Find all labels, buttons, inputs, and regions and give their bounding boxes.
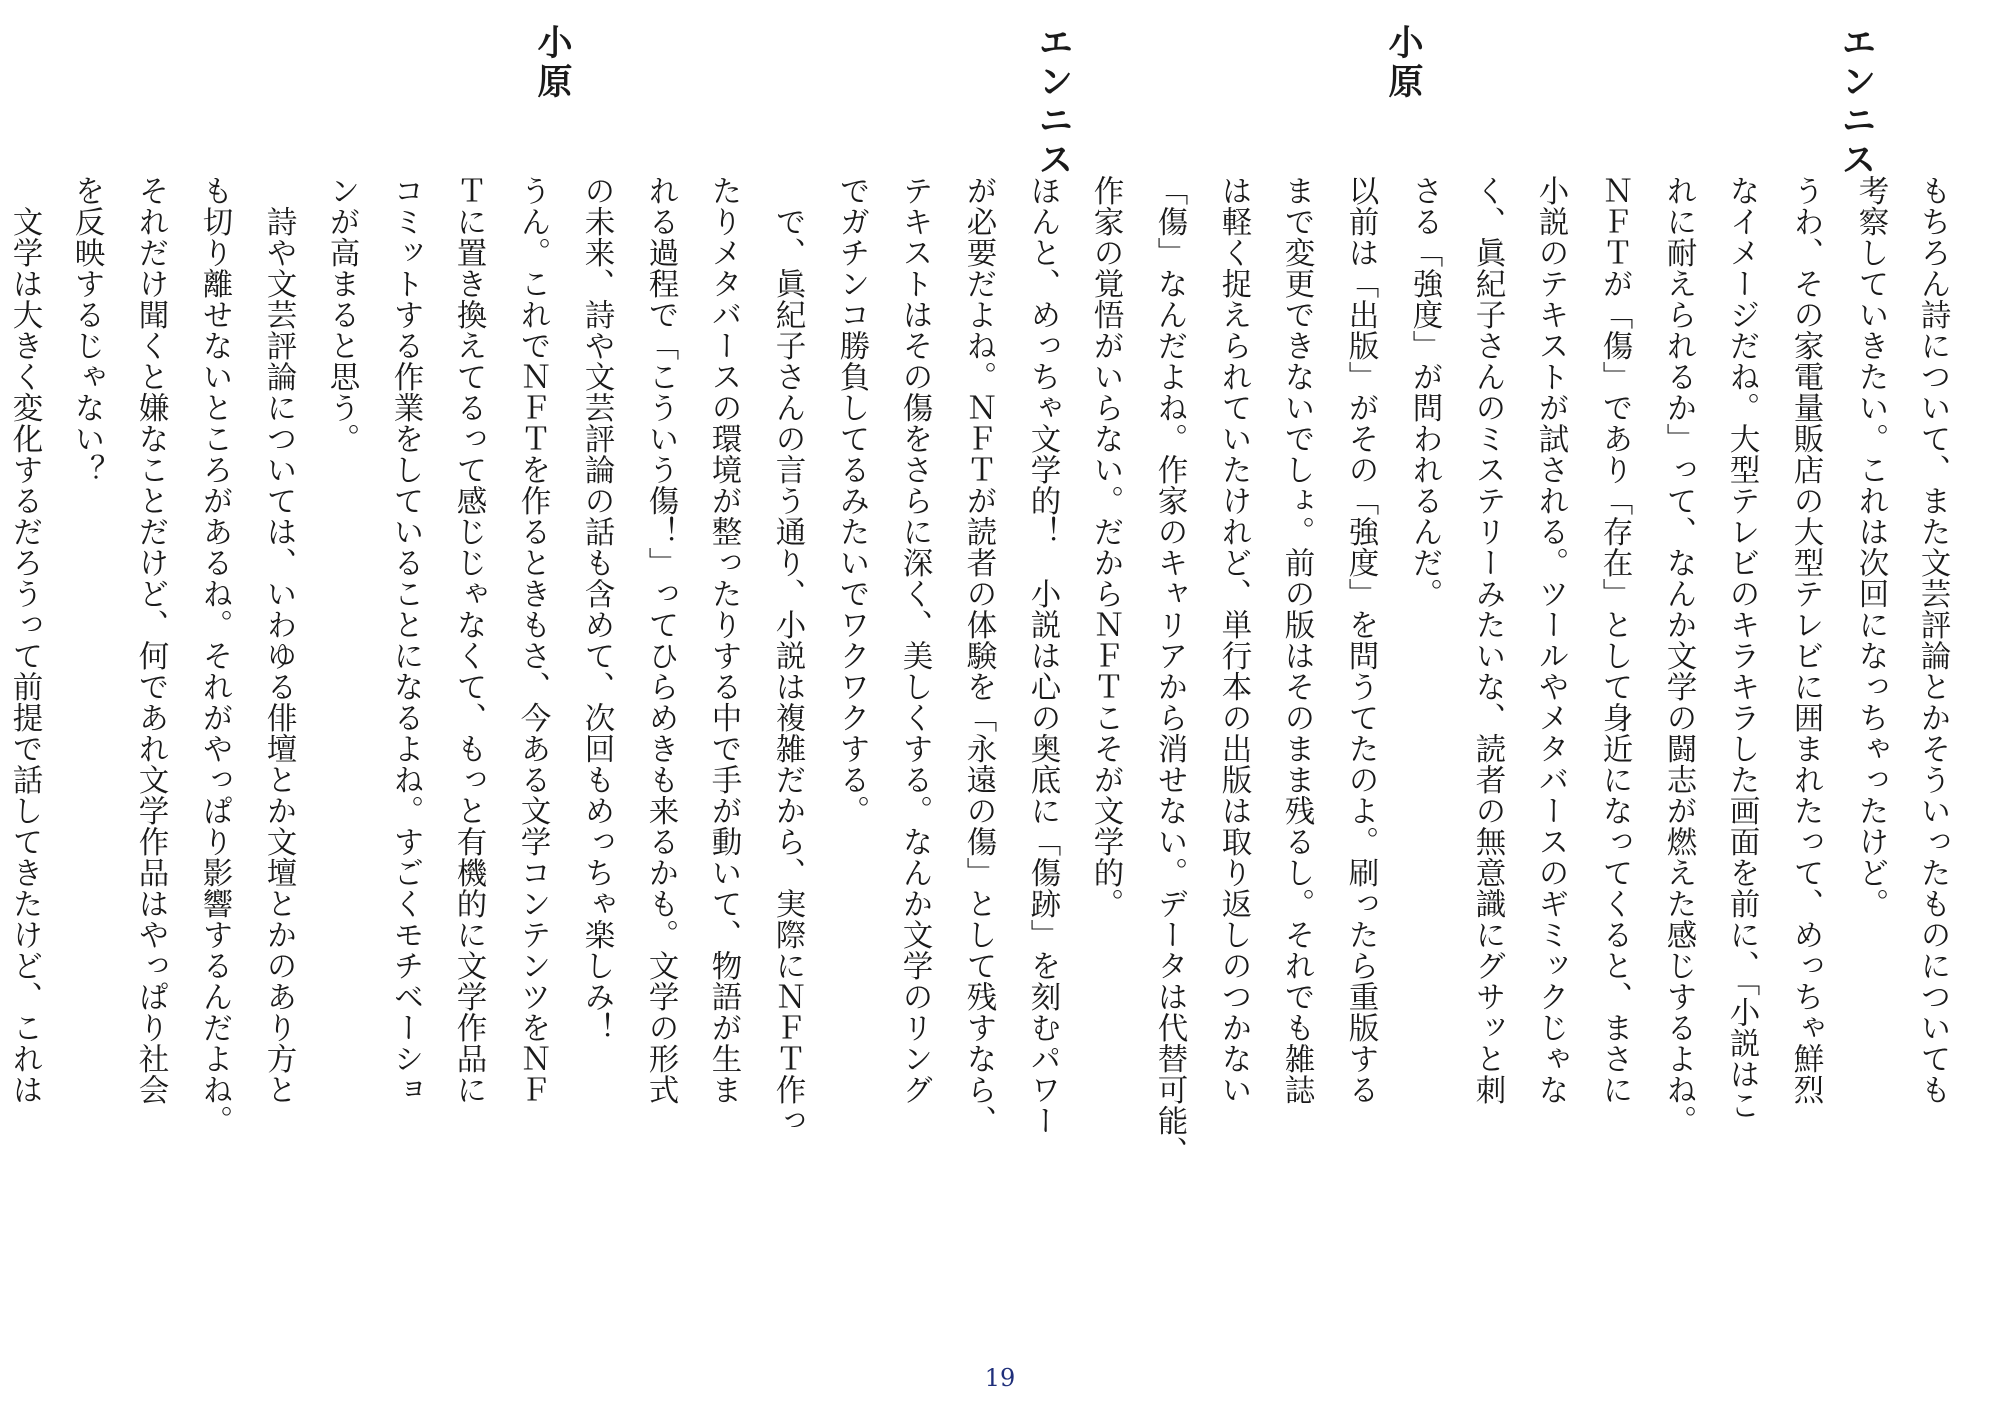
text-line: テキストはその傷をさらに深く、美しくする。なんか文学のリング [897,175,932,1105]
text-line: コミットする作業をしていることになるよね。すごくモチベーショ [388,175,423,1105]
text-line: 詩や文芸評論については、いわゆる俳壇とか文壇とかのあり方と [261,175,296,1105]
text-line: 「傷」なんだよね。作家のキャリアから消せない。データは代替可能、 [1152,175,1187,1167]
text-line: なイメージだね。大型テレビのキラキラした画面を前に、「小説はこ [1724,175,1759,1121]
text-line: ＮＦＴが「傷」であり「存在」として身近になってくると、まさに [1597,175,1632,1105]
text-line: 文学は大きく変化するだろうって前提で話してきたけど、これは [7,175,42,1105]
text-line: の未来、詩や文芸評論の話も含めて、次回もめっちゃ楽しみ！ [579,175,614,1043]
text-line: は軽く捉えられていたけれど、単行本の出版は取り返しのつかない [1216,175,1251,1105]
speaker-label: 小原 [1383,24,1423,102]
text-line: さる「強度」が問われるんだ。 [1407,175,1442,609]
text-line: れに耐えられるか」って、なんか文学の闘志が燃えた感じするよね。 [1661,175,1696,1136]
text-line: 考察していきたい。これは次回になっちゃったけど。 [1853,175,1888,919]
speaker-label: エンニス [1836,24,1876,180]
text-line: Ｔに置き換えてるって感じじゃなくて、もっと有機的に文学作品に [451,175,486,1105]
text-line: を反映するじゃない？ [69,175,104,485]
text-line: 小説のテキストが試される。ツールやメタバースのギミックじゃな [1533,175,1568,1105]
text-line: それだけ聞くと嫌なことだけど、何であれ文学作品はやっぱり社会 [133,175,168,1105]
text-line: まで変更できないでしょ。前の版はそのまま残るし。それでも雑誌 [1279,175,1314,1105]
text-line: で、眞紀子さんの言う通り、小説は複雑だから、実際にＮＦＴ作っ [770,175,805,1136]
text-line: もちろん詩について、また文芸評論とかそういったものについても [1915,175,1950,1105]
text-line: うん。これでＮＦＴを作るときもさ、今ある文学コンテンツをＮＦ [515,175,550,1105]
text-line: 以前は「出版」がその「強度」を問うてたのよ。刷ったら重版する [1343,175,1378,1105]
text-line: れる過程で「こういう傷！」ってひらめきも来るかも。文学の形式 [643,175,678,1105]
text-line: 作家の覚悟がいらない。だからＮＦＴこそが文学的。 [1088,175,1123,919]
text-line: く、眞紀子さんのミステリーみたいな、読者の無意識にグサッと刺 [1470,175,1505,1105]
text-line: ンが高まると思う。 [324,175,359,454]
speaker-label: エンニス [1033,24,1073,180]
page-number: 19 [984,1364,1016,1392]
text-line: ほんと、めっちゃ文学的！ 小説は心の奥底に「傷跡」を刻むパワー [1025,175,1060,1136]
speaker-label: 小原 [532,24,572,102]
text-line: でガチンコ勝負してるみたいでワクワクする。 [834,175,869,826]
text-line: が必要だよね。ＮＦＴが読者の体験を「永遠の傷」として残すなら、 [961,175,996,1136]
text-line: も切り離せないところがあるね。それがやっぱり影響するんだよね。 [197,175,232,1136]
text-line: たりメタバースの環境が整ったりする中で手が動いて、物語が生ま [706,175,741,1105]
text-line: うわ、その家電量販店の大型テレビに囲まれたって、めっちゃ鮮烈 [1788,175,1823,1105]
